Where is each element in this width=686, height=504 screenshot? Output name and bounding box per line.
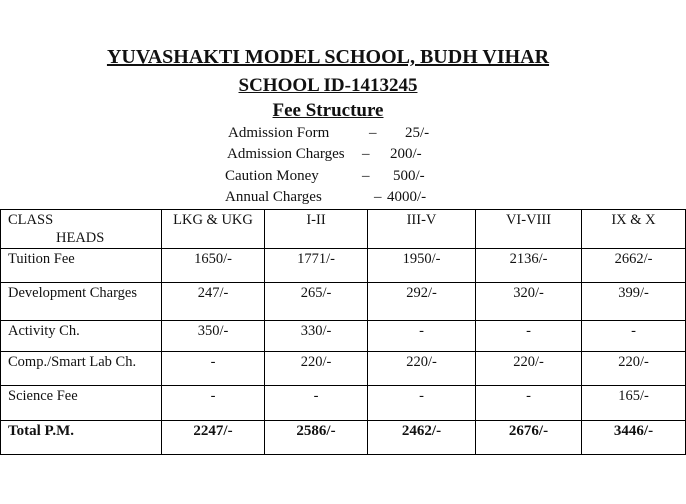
table-cell: 1771/- <box>265 249 368 283</box>
table-cell: - <box>162 352 265 386</box>
table-cell: 165/- <box>582 386 686 421</box>
table-cell: - <box>265 386 368 421</box>
row-label: Tuition Fee <box>1 249 162 283</box>
column-header: IX & X <box>582 210 686 249</box>
table-cell: 2676/- <box>476 421 582 455</box>
column-header: VI-VIII <box>476 210 582 249</box>
corner-header <box>1 210 162 249</box>
table-row-tuition-fee <box>1 249 686 283</box>
table-cell: 1650/- <box>162 249 265 283</box>
charge-dash: – <box>362 146 370 162</box>
table-cell: 2247/- <box>162 421 265 455</box>
table-cell: 2586/- <box>265 421 368 455</box>
table-cell: 247/- <box>162 283 265 321</box>
row-label: Science Fee <box>1 386 162 421</box>
table-cell: 330/- <box>265 321 368 352</box>
row-label: Total P.M. <box>1 421 162 455</box>
table-cell: 220/- <box>265 352 368 386</box>
table-row-comp-smart-lab <box>1 352 686 386</box>
row-label: Activity Ch. <box>1 321 162 352</box>
table-cell: - <box>476 321 582 352</box>
charge-label: Admission Form <box>228 125 330 141</box>
charge-value: 25/- <box>405 125 430 141</box>
charge-value: 200/- <box>390 146 422 162</box>
table-row-total <box>1 421 686 455</box>
charge-label: Admission Charges <box>227 146 345 162</box>
charge-row-caution-money <box>0 168 686 188</box>
table-cell: 220/- <box>368 352 476 386</box>
table-cell: 2136/- <box>476 249 582 283</box>
charge-value: 4000/- <box>387 189 427 205</box>
table-cell: 220/- <box>582 352 686 386</box>
table-cell: 320/- <box>476 283 582 321</box>
table-cell: 350/- <box>162 321 265 352</box>
heads-label: HEADS <box>56 230 105 246</box>
table-row-activity <box>1 321 686 352</box>
row-label: Development Charges <box>1 283 162 321</box>
table-cell: 292/- <box>368 283 476 321</box>
table-cell: 265/- <box>265 283 368 321</box>
table-cell: 220/- <box>476 352 582 386</box>
table-cell: - <box>476 386 582 421</box>
charge-dash: – <box>362 168 370 184</box>
charge-label: Caution Money <box>225 168 319 184</box>
charge-value: 500/- <box>393 168 425 184</box>
table-cell: 1950/- <box>368 249 476 283</box>
charge-row-admission-charges <box>0 146 686 166</box>
charge-row-admission-form <box>0 125 686 145</box>
table-cell: - <box>368 386 476 421</box>
charge-row-annual-charges <box>0 189 686 209</box>
table-header-row <box>1 210 686 249</box>
table-cell: 2662/- <box>582 249 686 283</box>
table-cell: - <box>368 321 476 352</box>
fee-structure-title: Fee Structure <box>272 100 384 121</box>
school-id: SCHOOL ID-1413245 <box>238 75 418 96</box>
table-cell: 399/- <box>582 283 686 321</box>
charge-dash: – <box>369 125 377 141</box>
column-header: I-II <box>265 210 368 249</box>
column-header: LKG & UKG <box>162 210 265 249</box>
class-label: CLASS <box>8 212 54 228</box>
fee-table <box>0 209 686 455</box>
table-row-science-fee <box>1 386 686 421</box>
table-cell: 2462/- <box>368 421 476 455</box>
charge-dash: – <box>374 189 382 205</box>
charge-label: Annual Charges <box>225 189 322 205</box>
table-row-development-charges <box>1 283 686 321</box>
row-label: Comp./Smart Lab Ch. <box>1 352 162 386</box>
column-header: III-V <box>368 210 476 249</box>
table-cell: - <box>162 386 265 421</box>
table-cell: - <box>582 321 686 352</box>
table-cell: 3446/- <box>582 421 686 455</box>
school-name: YUVASHAKTI MODEL SCHOOL, BUDH VIHAR <box>106 46 550 68</box>
